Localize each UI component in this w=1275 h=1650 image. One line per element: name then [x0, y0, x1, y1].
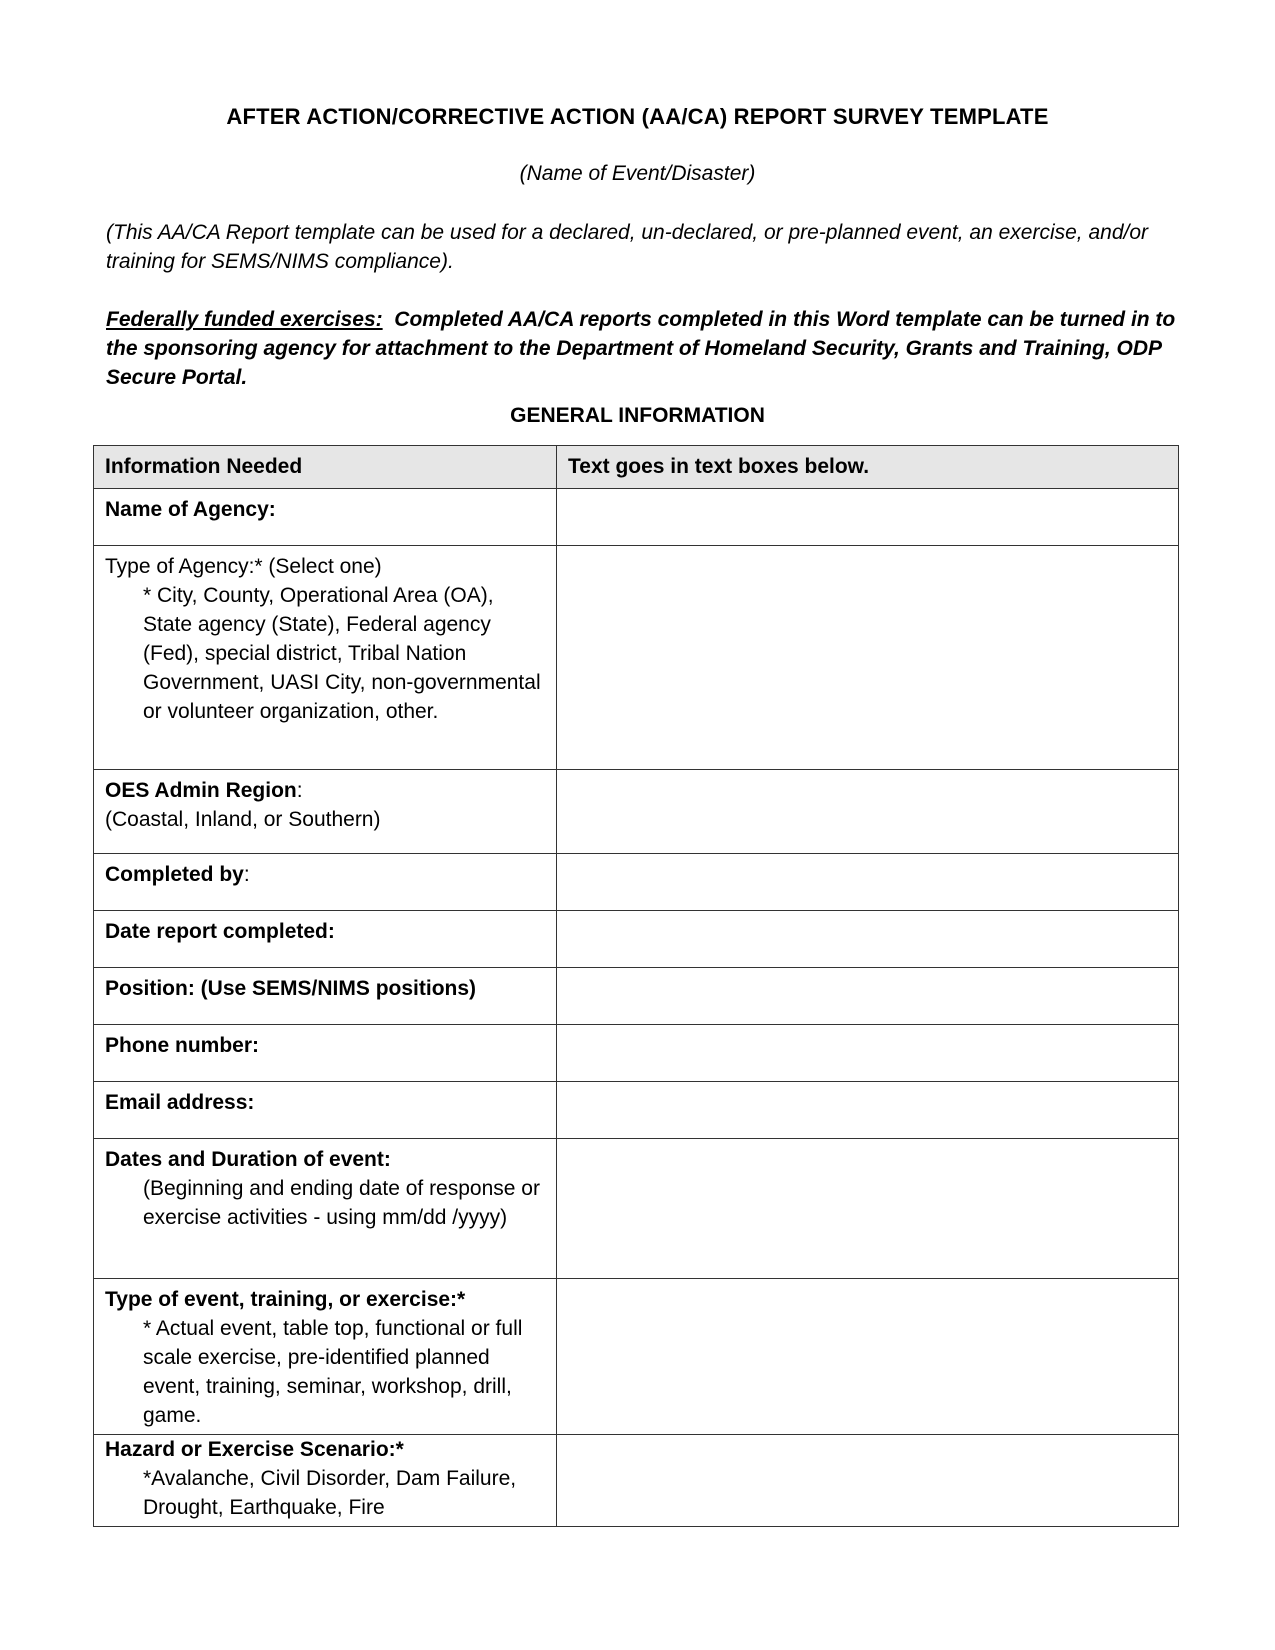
answer-box-email-address[interactable] [557, 1082, 1179, 1139]
table-row [94, 770, 1179, 854]
row-label: Hazard or Exercise Scenario:* [105, 1438, 404, 1461]
row-label-cell [94, 770, 557, 854]
column-header-text-boxes: Text goes in text boxes below. [557, 446, 1179, 489]
federal-funding-note [106, 305, 1206, 392]
row-label: Position: (Use SEMS/NIMS positions) [105, 977, 477, 1000]
general-information-table [93, 445, 1179, 1527]
row-detail: * City, County, Operational Area (OA), State agency (State), Federal agency (Fed), special district, Tribal Nation Government, UASI City, non-governmental or volunteer organization, other. [143, 584, 541, 723]
column-header-information-needed: Information Needed [94, 446, 557, 489]
table-row [94, 546, 1179, 770]
section-heading: GENERAL INFORMATION [510, 404, 765, 427]
row-label-cell [94, 1435, 557, 1527]
row-label: OES Admin Region [105, 779, 297, 802]
row-label: Type of Agency:* (Select one) [105, 555, 382, 578]
row-label-cell [94, 854, 557, 911]
row-label-cell [94, 1279, 557, 1435]
row-label: Completed by [105, 863, 244, 886]
answer-box-phone-number[interactable] [557, 1025, 1179, 1082]
table-row [94, 1435, 1179, 1527]
row-label: Dates and Duration of event: [105, 1148, 391, 1171]
table-row [94, 1082, 1179, 1139]
answer-box-oes-admin-region[interactable] [557, 770, 1179, 854]
intro-note: (This AA/CA Report template can be used for a declared, un-declared, or pre-planned event, an exercise, and/or training for SEMS/NIMS compliance). [106, 221, 1149, 273]
table-header-row [94, 446, 1179, 489]
answer-box-type-of-event[interactable] [557, 1279, 1179, 1435]
row-detail: (Coastal, Inland, or Southern) [105, 808, 381, 831]
table-row [94, 1025, 1179, 1082]
federal-funding-text: Completed AA/CA reports completed in this Word template can be turned in to the sponsoring agency for attachment to the Department of Homeland Security, Grants and Training, ODP Secure Portal. [106, 308, 1176, 389]
row-detail: (Beginning and ending date of response or exercise activities - using mm/dd /yyyy) [143, 1177, 540, 1229]
event-name-placeholder: (Name of Event/Disaster) [519, 162, 756, 185]
answer-box-type-of-agency[interactable] [557, 546, 1179, 770]
row-label-cell [94, 1082, 557, 1139]
row-label: Email address: [105, 1091, 255, 1114]
page-title: AFTER ACTION/CORRECTIVE ACTION (AA/CA) REPORT SURVEY TEMPLATE [226, 104, 1049, 129]
table-row [94, 1279, 1179, 1435]
row-label-cell [94, 1025, 557, 1082]
answer-box-date-report-completed[interactable] [557, 911, 1179, 968]
row-label-suffix: : [243, 863, 250, 886]
row-detail: *Avalanche, Civil Disorder, Dam Failure, Drought, Earthquake, Fire [143, 1467, 517, 1519]
table-row [94, 1139, 1179, 1279]
answer-box-completed-by[interactable] [557, 854, 1179, 911]
row-label: Phone number: [105, 1034, 260, 1057]
table-row [94, 968, 1179, 1025]
federal-funding-lead: Federally funded exercises: [106, 308, 383, 331]
row-label-cell [94, 911, 557, 968]
row-label-cell [94, 489, 557, 546]
row-label-cell [94, 1139, 557, 1279]
table-row [94, 489, 1179, 546]
row-label-cell [94, 968, 557, 1025]
answer-box-position[interactable] [557, 968, 1179, 1025]
row-label: Name of Agency: [105, 498, 276, 521]
answer-box-dates-and-duration[interactable] [557, 1139, 1179, 1279]
row-label-suffix: : [296, 779, 303, 802]
row-label: Type of event, training, or exercise:* [105, 1288, 466, 1311]
answer-box-hazard-scenario[interactable] [557, 1435, 1179, 1527]
answer-box-name-of-agency[interactable] [557, 489, 1179, 546]
table-row [94, 911, 1179, 968]
row-label-cell [94, 546, 557, 770]
row-label: Date report completed: [105, 920, 335, 943]
table-row [94, 854, 1179, 911]
row-detail: * Actual event, table top, functional or full scale exercise, pre-identified planned event, training, seminar, workshop, drill, game. [143, 1317, 523, 1427]
